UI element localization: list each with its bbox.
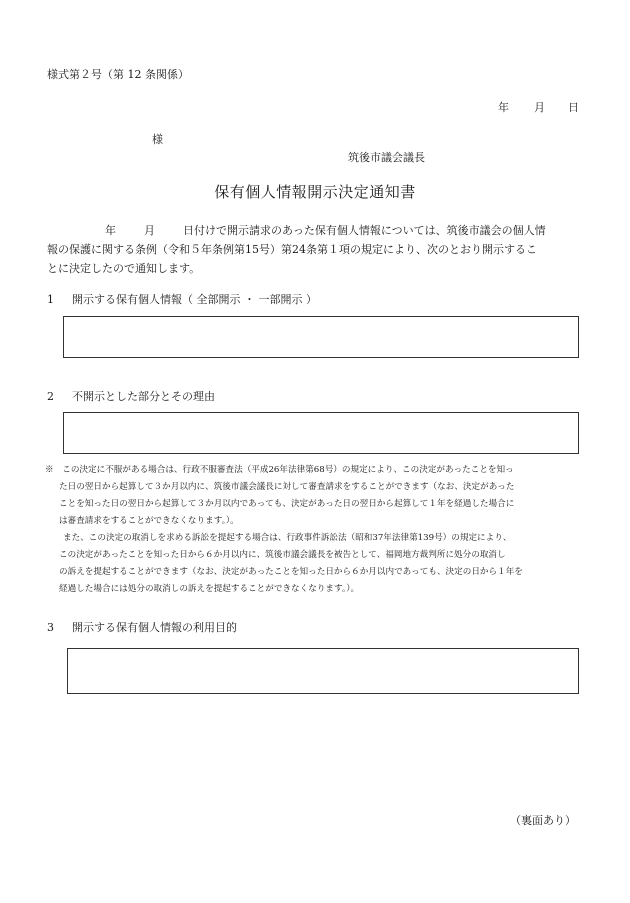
- date-day: 日: [568, 101, 579, 114]
- section-1-number: 1: [47, 293, 54, 306]
- note-line-1: ※ この決定に不服がある場合は、行政不服審査法（平成26年法律第68号）の規定により、この決定があったことを知っ: [45, 465, 514, 475]
- date-month: 月: [534, 101, 545, 114]
- note-line-8: 経過した場合には処分の取消しの訴えを提起することができなくなります。）。: [59, 584, 360, 594]
- section-2-heading: [47, 388, 215, 404]
- intro-paragraph: [47, 221, 581, 278]
- note-line-7: の訴えを提起することができます（なお、決定があったことを知った日から６か月以内であっても、決定の日から１年を: [59, 567, 523, 577]
- recipient-suffix: 様: [152, 133, 163, 146]
- sender-name: 筑後市議会議長: [348, 151, 425, 164]
- back-side-note: （裏面あり）: [510, 814, 576, 827]
- note-line-2: た日の翌日から起算して３か月以内に、筑後市議会議長に対して審査請求をすることができます（なお、決定があった: [59, 482, 515, 492]
- section-1-title: 開示する保有個人情報（ 全部開示 ・ 一部開示 ）: [72, 293, 317, 306]
- section-3-number: 3: [47, 621, 54, 634]
- intro-year: 年: [105, 224, 116, 237]
- intro-line-3: とに決定したので通知します。: [47, 262, 201, 275]
- section-1-heading: [47, 291, 317, 307]
- section-1-input-box[interactable]: [63, 316, 579, 358]
- section-2-input-box[interactable]: [63, 412, 579, 454]
- intro-line-2: 報の保護に関する条例（令和５年条例第15号）第24条第１項の規定により、次のとおり開示するこ: [47, 243, 537, 256]
- intro-month: 月: [144, 224, 155, 237]
- document-title: 保有個人情報開示決定通知書: [214, 183, 416, 201]
- note-line-6: この決定があったことを知った日から６か月以内に、筑後市議会議長を被告として、福岡地方裁判所に処分の取消し: [59, 550, 506, 560]
- form-number: 様式第２号（第 12 条関係）: [47, 68, 189, 81]
- intro-line-1: [47, 221, 581, 240]
- section-3-input-box[interactable]: [67, 648, 579, 694]
- date-line: [498, 99, 579, 115]
- note-mark: ※: [45, 465, 54, 475]
- section-2-number: 2: [47, 390, 54, 403]
- note-line-3: ことを知った日の翌日から起算して３か月以内であっても、決定があった日の翌日から起算して１年を経過した場合に: [59, 499, 515, 509]
- appeal-note: [45, 462, 585, 598]
- date-year: 年: [498, 101, 509, 114]
- section-3-heading: [47, 619, 237, 635]
- section-3-title: 開示する保有個人情報の利用目的: [72, 621, 237, 634]
- note-line-5: また、この決定の取消しを求める訴訟を提起する場合は、行政事件訴訟法（昭和37年法律第139号）の規定により、: [63, 533, 512, 543]
- note-line-4: は審査請求をすることができなくなります。）。: [59, 516, 239, 526]
- section-2-title: 不開示とした部分とその理由: [72, 390, 215, 403]
- intro-line-1-text: 日付けで開示請求のあった保有個人情報については、筑後市議会の個人情: [183, 224, 546, 237]
